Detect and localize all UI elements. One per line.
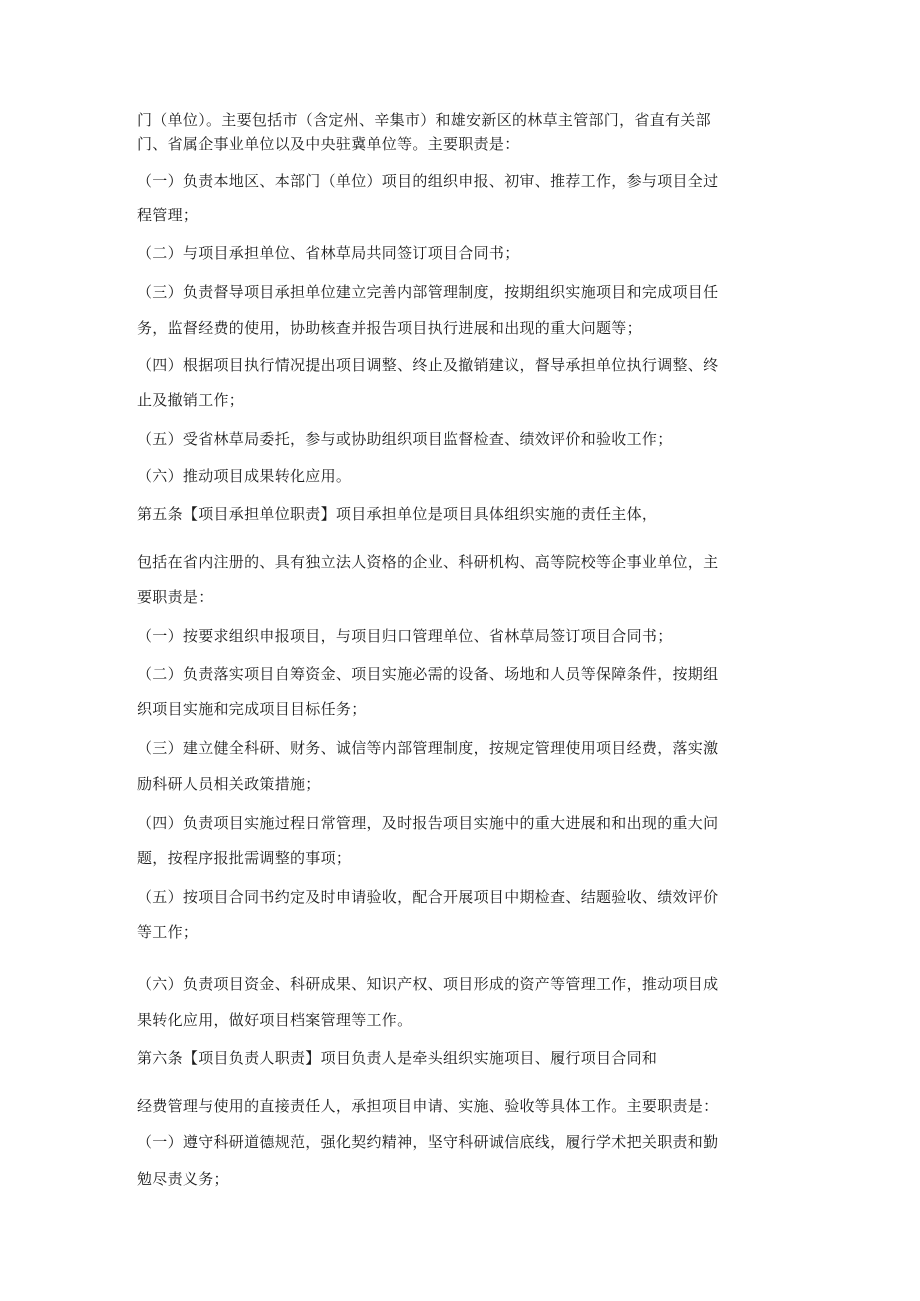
text-line: 务，监督经费的使用，协助核查并报告项目执行进展和出现的重大问题等； xyxy=(137,319,642,337)
text-line: 门、省属企事业单位以及中央驻冀单位等。主要职责是： xyxy=(137,135,520,153)
text-line: （一）负责本地区、本部门（单位）项目的组织申报、初审、推荐工作，参与项目全过 xyxy=(137,172,719,190)
text-line: （二）与项目承担单位、省林草局共同签订项目合同书； xyxy=(137,244,520,262)
text-line: （五）按项目合同书约定及时申请验收，配合开展项目中期检查、结题验收、绩效评价 xyxy=(137,888,719,906)
text-line: （四）根据项目执行情况提出项目调整、终止及撤销建议，督导承担单位执行调整、终 xyxy=(137,356,719,374)
text-line: 止及撤销工作； xyxy=(137,391,245,409)
text-line: 门（单位）。主要包括市（含定州、辛集市）和雄安新区的林草主管部门，省直有关部 xyxy=(137,111,711,129)
section-heading: 第五条【项目承担单位职责】项目承担单位是项目具体组织实施的责任主体， xyxy=(137,505,658,523)
text-line: 包括在省内注册的、具有独立法人资格的企业、科研机构、高等院校等企事业单位，主 xyxy=(137,553,719,571)
text-line: （四）负责项目实施过程日常管理，及时报告项目实施中的重大进展和和出现的重大问 xyxy=(137,814,719,832)
text-line: （六）负责项目资金、科研成果、知识产权、项目形成的资产等管理工作，推动项目成 xyxy=(137,975,719,993)
text-line: （一）遵守科研道德规范，强化契约精神，坚守科研诚信底线，履行学术把关职责和勤 xyxy=(137,1133,719,1151)
text-line: 勉尽责义务； xyxy=(137,1170,229,1188)
text-line: 要职责是： xyxy=(137,588,214,606)
text-line: （二）负责落实项目自筹资金、项目实施必需的设备、场地和人员等保障条件，按期组 xyxy=(137,665,719,683)
section-heading: 第六条【项目负责人职责】项目负责人是牵头组织实施项目、履行项目合同和 xyxy=(137,1049,658,1067)
text-line: （六）推动项目成果转化应用。 xyxy=(137,467,352,485)
text-line: 果转化应用，做好项目档案管理等工作。 xyxy=(137,1011,413,1029)
text-line: 题，按程序报批需调整的事项； xyxy=(137,849,352,867)
text-line: 等工作； xyxy=(137,923,199,941)
text-line: （三）建立健全科研、财务、诚信等内部管理制度，按规定管理使用项目经费，落实激 xyxy=(137,739,719,757)
text-line: （一）按要求组织申报项目，与项目归口管理单位、省林草局签订项目合同书； xyxy=(137,627,673,645)
text-line: （五）受省林草局委托，参与或协助组织项目监督检查、绩效评价和验收工作； xyxy=(137,430,673,448)
text-line: 经费管理与使用的直接责任人，承担项目申请、实施、验收等具体工作。主要职责是： xyxy=(137,1097,719,1115)
text-line: （三）负责督导项目承担单位建立完善内部管理制度，按期组织实施项目和完成项目任 xyxy=(137,283,719,301)
text-line: 织项目实施和完成项目目标任务； xyxy=(137,700,367,718)
text-line: 程管理； xyxy=(137,206,199,224)
text-line: 励科研人员相关政策措施； xyxy=(137,775,321,793)
